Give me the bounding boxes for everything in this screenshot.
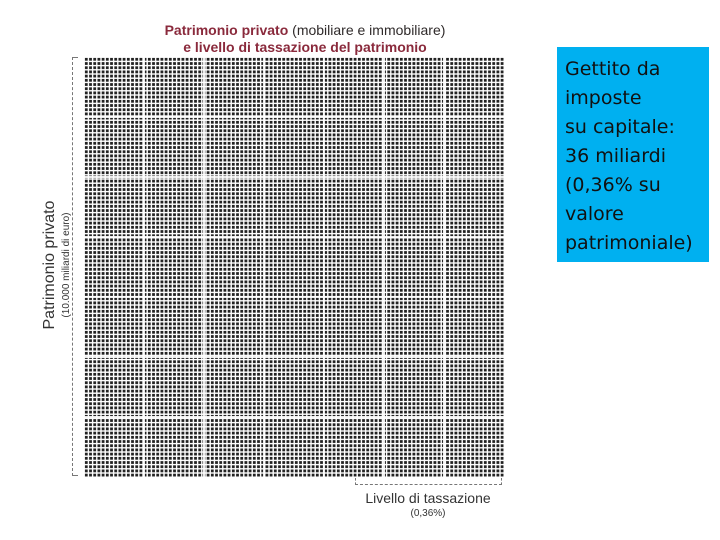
waffle-blocks [84, 57, 504, 477]
waffle-block [264, 357, 324, 417]
y-axis-title: Patrimonio privato [41, 200, 58, 330]
callout-line: 36 miliardi [565, 145, 667, 167]
waffle-block [144, 237, 204, 297]
waffle-block [84, 297, 144, 357]
waffle-block [84, 177, 144, 237]
x-axis-label [340, 489, 516, 520]
block-separator [383, 57, 385, 477]
block-separator [84, 356, 504, 358]
waffle-block [144, 117, 204, 177]
waffle-block [384, 117, 444, 177]
waffle-block [84, 57, 144, 117]
callout-line: Gettito da [565, 58, 661, 80]
waffle-block [204, 357, 264, 417]
waffle-block [444, 297, 504, 357]
block-separator [263, 57, 265, 477]
block-separator [323, 57, 325, 477]
waffle-block [204, 57, 264, 117]
waffle-block [324, 417, 384, 477]
waffle-block [264, 297, 324, 357]
title-rest: (mobiliare e immobiliare) [288, 22, 446, 38]
waffle-block [204, 177, 264, 237]
waffle-block [204, 237, 264, 297]
waffle-block [384, 357, 444, 417]
x-axis-title: Livello di tassazione [365, 490, 491, 506]
waffle-block [384, 177, 444, 237]
waffle-block [264, 177, 324, 237]
waffle-block [444, 357, 504, 417]
waffle-block [144, 417, 204, 477]
waffle-block [204, 117, 264, 177]
block-separator [84, 296, 504, 298]
waffle-block [324, 297, 384, 357]
waffle-block [324, 177, 384, 237]
waffle-block [204, 297, 264, 357]
waffle-block [144, 177, 204, 237]
callout-line: (0,36% su [565, 174, 661, 196]
waffle-block [264, 117, 324, 177]
waffle-block [84, 357, 144, 417]
block-separator [84, 116, 504, 118]
waffle-block [384, 417, 444, 477]
waffle-block [84, 237, 144, 297]
waffle-block [384, 57, 444, 117]
block-separator [84, 416, 504, 418]
callout-line: valore [565, 203, 624, 225]
waffle-block [324, 237, 384, 297]
title-line2: e livello di tassazione del patrimonio [183, 39, 427, 55]
x-axis-value: (0,36%) [410, 508, 446, 519]
callout-line: patrimoniale) [565, 232, 693, 254]
block-separator [203, 57, 205, 477]
waffle-block [444, 177, 504, 237]
x-axis-bracket [355, 478, 502, 485]
waffle-block [84, 417, 144, 477]
waffle-block [324, 357, 384, 417]
waffle-block [444, 57, 504, 117]
callout-line: imposte [565, 87, 642, 109]
waffle-block [264, 417, 324, 477]
waffle-block [324, 57, 384, 117]
block-separator [84, 236, 504, 238]
waffle-block [204, 417, 264, 477]
tax-revenue-callout [557, 47, 709, 262]
waffle-block [444, 237, 504, 297]
waffle-block [444, 117, 504, 177]
waffle-block [84, 117, 144, 177]
waffle-block [384, 297, 444, 357]
block-separator [443, 57, 445, 477]
waffle-block [324, 117, 384, 177]
y-axis-unit: (10.000 miliardi di euro) [61, 212, 72, 318]
waffle-block [444, 417, 504, 477]
waffle-block [264, 237, 324, 297]
callout-line: su capitale: [565, 116, 675, 138]
block-separator [143, 57, 145, 477]
waffle-block [144, 297, 204, 357]
waffle-block [144, 57, 204, 117]
title-bold: Patrimonio privato [164, 22, 289, 38]
waffle-block [264, 57, 324, 117]
block-separator [84, 176, 504, 178]
waffle-block [384, 237, 444, 297]
waffle-block [144, 357, 204, 417]
